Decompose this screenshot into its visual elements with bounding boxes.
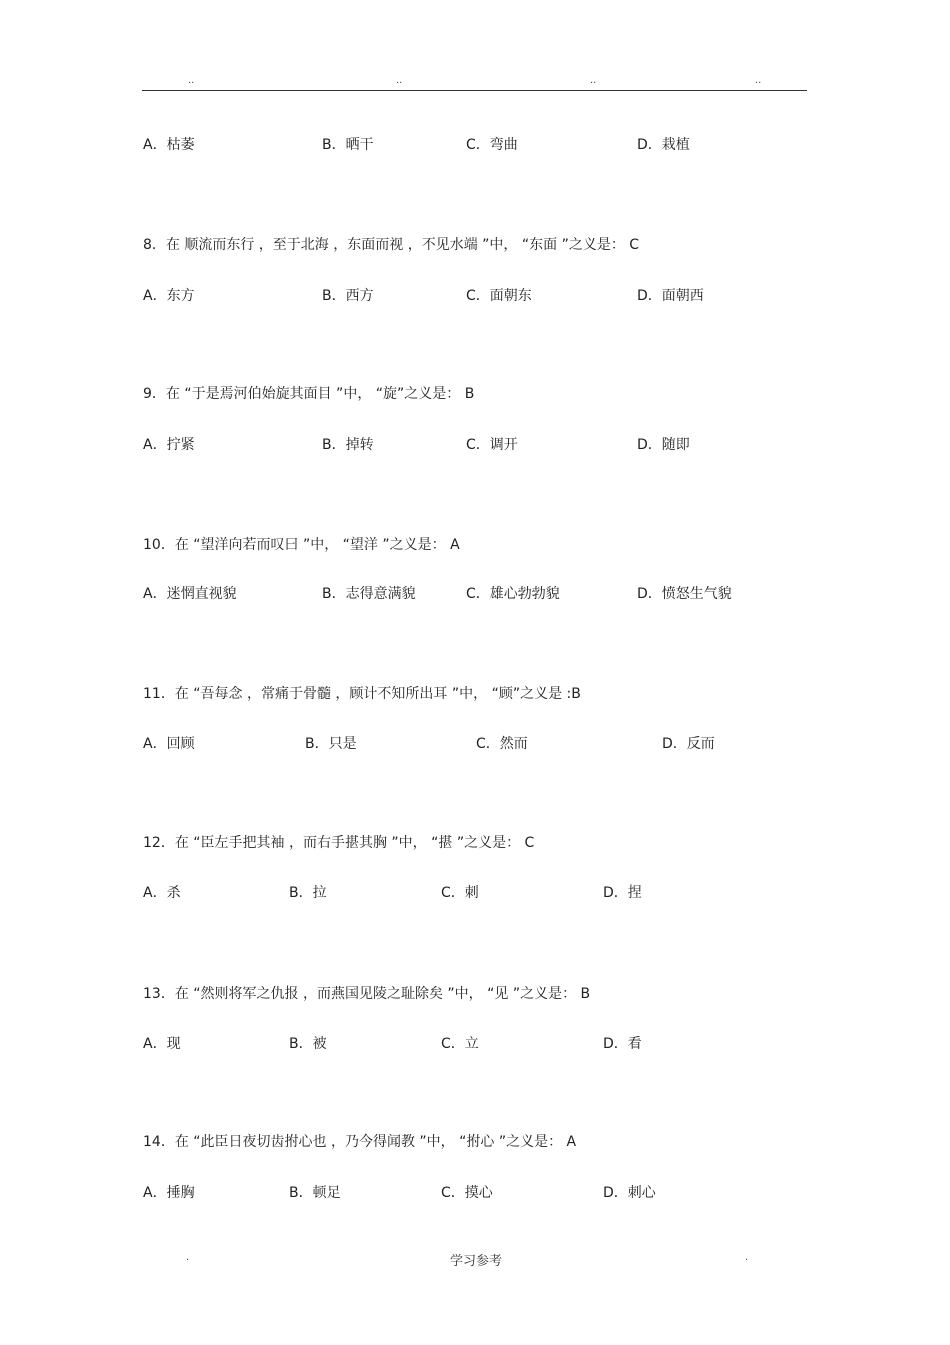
option-d: D．面朝西 bbox=[637, 288, 704, 304]
option-b: B．被 bbox=[289, 1036, 327, 1052]
header-dots-2: .. bbox=[396, 75, 403, 86]
header-dots-1: .. bbox=[188, 75, 195, 86]
option-a: A．杀 bbox=[143, 885, 181, 901]
option-c: C．面朝东 bbox=[466, 288, 532, 304]
option-a: A．东方 bbox=[143, 288, 195, 304]
option-b: B．顿足 bbox=[289, 1185, 341, 1201]
header-dots-4: .. bbox=[755, 75, 762, 86]
question-stem: 9．在 “于是焉河伯始旋其面目 ”中， “旋”之义是： B bbox=[143, 386, 475, 402]
option-b: B．掉转 bbox=[322, 437, 374, 453]
question-stem: 10．在 “望洋向若而叹曰 ”中， “望洋 ”之义是： A bbox=[143, 537, 460, 553]
option-a: A．捶胸 bbox=[143, 1185, 195, 1201]
option-c: C．刺 bbox=[441, 885, 479, 901]
option-d: D．捏 bbox=[603, 885, 642, 901]
question-stem: 8．在 顺流而东行 ，至于北海 ，东面而视 ，不见水端 ”中， “东面 ”之义是： C bbox=[143, 237, 640, 253]
option-a: A．现 bbox=[143, 1036, 181, 1052]
footer-dot-left: . bbox=[186, 1252, 190, 1263]
header-rule bbox=[142, 90, 807, 91]
option-b: B．只是 bbox=[305, 736, 357, 752]
option-b: B．西方 bbox=[322, 288, 374, 304]
option-c: C．立 bbox=[441, 1036, 479, 1052]
option-d: D．愤怒生气貌 bbox=[637, 586, 732, 602]
footer-dot-right: . bbox=[745, 1252, 749, 1263]
option-d: D．栽植 bbox=[637, 137, 690, 153]
option-d: D．看 bbox=[603, 1036, 642, 1052]
option-c: C．调开 bbox=[466, 437, 518, 453]
option-a: A．迷惘直视貌 bbox=[143, 586, 237, 602]
option-d: D．刺心 bbox=[603, 1185, 656, 1201]
option-c: C．然而 bbox=[476, 736, 528, 752]
header-dots-3: .. bbox=[590, 75, 597, 86]
option-a: A．回顾 bbox=[143, 736, 195, 752]
footer-label: 学习参考 bbox=[450, 1254, 503, 1269]
option-b: B．晒干 bbox=[322, 137, 374, 153]
question-stem: 13．在 “然则将军之仇报 ，而燕国见陵之耻除矣 ”中， “见 ”之义是： B bbox=[143, 986, 591, 1002]
question-stem: 11．在 “吾每念 ，常痛于骨髓 ，顾计不知所出耳 ”中， “顾”之义是 :B bbox=[143, 686, 581, 702]
option-a: A．枯萎 bbox=[143, 137, 195, 153]
option-a: A．拧紧 bbox=[143, 437, 195, 453]
option-b: B．志得意满貌 bbox=[322, 586, 416, 602]
question-stem: 12．在 “臣左手把其袖 ，而右手揕其胸 ”中， “揕 ”之义是： C bbox=[143, 835, 535, 851]
question-stem: 14．在 “此臣日夜切齿拊心也 ，乃今得闻教 ”中， “拊心 ”之义是： A bbox=[143, 1134, 577, 1150]
option-b: B．拉 bbox=[289, 885, 327, 901]
option-c: C．弯曲 bbox=[466, 137, 518, 153]
option-d: D．反而 bbox=[662, 736, 715, 752]
option-c: C．雄心勃勃貌 bbox=[466, 586, 560, 602]
option-c: C．摸心 bbox=[441, 1185, 493, 1201]
option-d: D．随即 bbox=[637, 437, 690, 453]
